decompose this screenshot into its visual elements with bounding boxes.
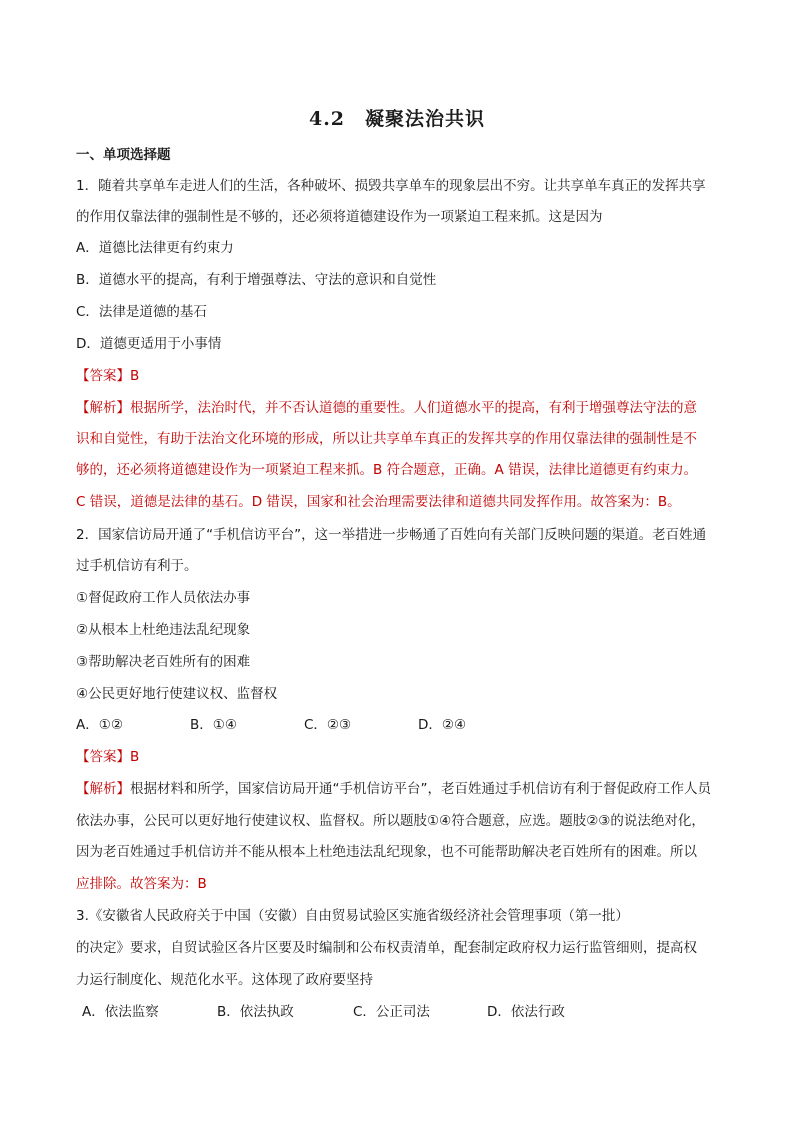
q2-analysis-label: 【解析】 (76, 781, 130, 797)
q2-item-3: ③帮助解决老百姓所有的困难 (76, 654, 251, 670)
q3-stem-line: 3.《安徽省人民政府关于中国（安徽）自由贸易试验区实施省级经济社会管理事项（第一批） (76, 908, 629, 924)
q2-options (76, 715, 466, 735)
q1-analysis-line: 识和自觉性，有助于法治文化环境的形成，所以让共享单车真正的发挥共享的作用仅靠法律的强制性是不 (76, 431, 697, 447)
q2-item-4: ④公民更好地行使建议权、监督权 (76, 686, 278, 702)
q2-stem-line: 2．国家信访局开通了“手机信访平台”，这一举措进一步畅通了百姓向有关部门反映问题的渠道。老百姓通 (76, 527, 707, 543)
q2-option-c: C．②③ (304, 717, 352, 733)
q2-item-1: ①督促政府工作人员依法办事 (76, 590, 251, 606)
q3-stem-line: 力运行制度化、规范化水平。这体现了政府要坚持 (76, 972, 373, 988)
q3-option-d: D．依法行政 (487, 1004, 565, 1020)
q2-analysis-line (76, 779, 711, 799)
q1-option-a: A．道德比法律更有约束力 (76, 240, 234, 256)
q1-analysis-label: 【解析】 (76, 400, 130, 416)
q1-stem-line: 的作用仅靠法律的强制性是不够的，还必须将道德建设作为一项紧迫工程来抓。这是因为 (76, 209, 603, 225)
q1-answer: 【答案】B (76, 368, 140, 384)
q3-option-a: A．依法监察 (82, 1004, 159, 1020)
q1-option-d: D．道德更适用于小事情 (76, 336, 222, 352)
q3-stem-line: 的决定》要求，自贸试验区各片区要及时编制和公布权责清单，配套制定政府权力运行监管细则，提高权 (76, 940, 697, 956)
q3-option-c: C．公正司法 (353, 1004, 430, 1020)
q1-stem-line: 1．随着共享单车走进人们的生活，各种破坏、损毁共享单车的现象层出不穷。让共享单车真正的发挥共享 (76, 178, 706, 194)
q2-analysis-line: 依法办事，公民可以更好地行使建议权、监督权。所以题肢①④符合题意，应选。题肢②③的说法绝对化， (76, 813, 705, 829)
q2-analysis-line: 应排除。故答案为：B (76, 876, 207, 892)
q1-analysis-line (76, 398, 697, 418)
q1-option-c: C．法律是道德的基石 (76, 304, 207, 320)
q2-option-d: D．②④ (418, 717, 467, 733)
q1-analysis-line: C 错误，道德是法律的基石。D 错误，国家和社会治理需要法律和道德共同发挥作用。故答案为：B。 (76, 494, 681, 510)
q1-analysis-text: 根据所学，法治时代，并不否认道德的重要性。人们道德水平的提高，有利于增强尊法守法的意 (130, 400, 697, 416)
q2-item-2: ②从根本上杜绝违法乱纪现象 (76, 622, 251, 638)
q2-analysis-line: 因为老百姓通过手机信访并不能从根本上杜绝违法乱纪现象，也不可能帮助解决老百姓所有的困难。所以 (76, 844, 697, 860)
section-heading: 一、单项选择题 (76, 147, 171, 163)
q3-options (82, 1002, 565, 1022)
q2-option-a: A．①② (76, 717, 123, 733)
q1-option-b: B．道德水平的提高，有利于增强尊法、守法的意识和自觉性 (76, 272, 437, 288)
page-title: 4.2 凝聚法治共识 (308, 108, 486, 130)
q2-answer: 【答案】B (76, 749, 140, 765)
q2-option-b: B．①④ (190, 717, 237, 733)
q2-stem-line: 过手机信访有利于。 (76, 558, 198, 574)
q1-analysis-line: 够的，还必须将道德建设作为一项紧迫工程来抓。B 符合题意，正确。A 错误，法律比道德更有约束力。 (76, 462, 698, 478)
q3-option-b: B．依法执政 (217, 1004, 294, 1020)
q2-analysis-text: 根据材料和所学，国家信访局开通“手机信访平台”，老百姓通过手机信访有利于督促政府工作人员 (130, 781, 711, 797)
